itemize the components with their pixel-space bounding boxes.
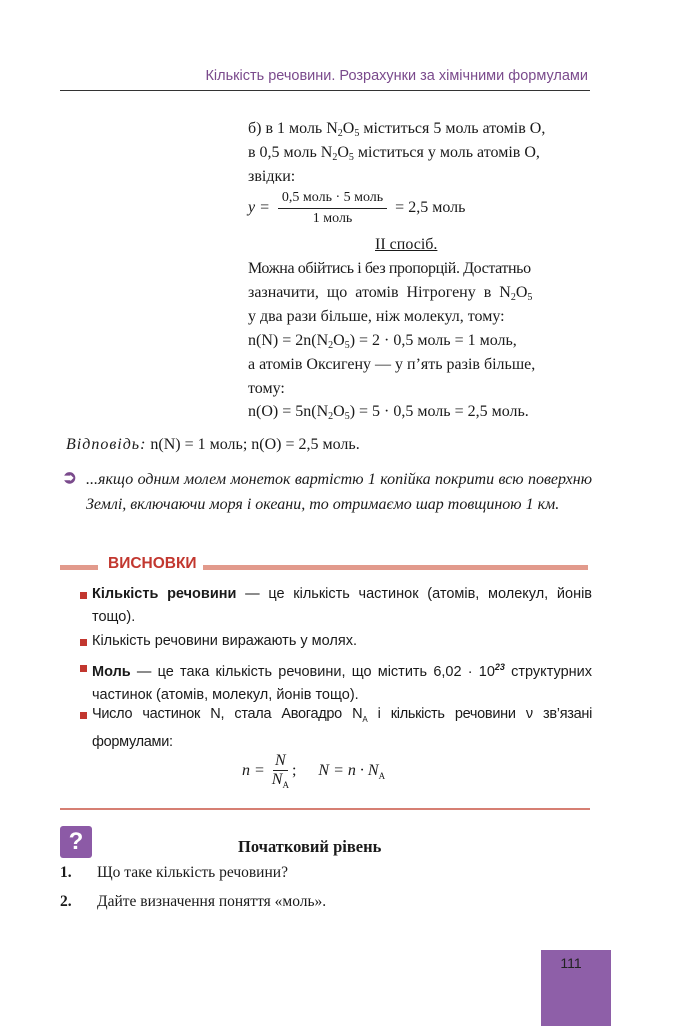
question-mark-icon: ? [60,826,92,858]
solution-line-1: б) в 1 моль $N_2O_5$ міститься 5 моль атомів O, [248,120,546,139]
method-2-line-7: $n(O) = 5n(N_2O_5) = 5 \cdot 0,5$ моль = 2,5 моль. [248,403,529,422]
conclusions-bar-right [202,565,588,570]
method-2-heading: II спосіб. [375,236,438,253]
running-header: Кількість речовини. Розрахунки за хімічними формулами [205,68,588,84]
section-divider [60,808,590,810]
answer: Відповідь: n(N) = 1 моль; n(O) = 2,5 моль. [66,436,360,453]
bullet-marker [80,592,87,599]
bullet-marker [80,712,87,719]
question-text: Що таке кількість речовини? [97,864,288,881]
question-number: 1. [60,864,72,881]
question-text: Дайте визначення поняття «моль». [97,893,327,910]
method-2-line-3: у два рази більше, ніж молекул, тому: [248,308,505,325]
conclusion-item-1: Кількість речовини — це кількість частинок (атомів, молекул, йонів тощо). [92,586,593,625]
solution-line-3: звідки: [248,168,296,185]
solution-line-2: в 0,5 моль $N_2O_5$ міститься y моль атомів O, [248,144,540,163]
method-2-line-2: зазначити, що атомів Нітрогену в $N_2O_5$ [248,284,533,303]
page-number: 111 [560,955,582,971]
method-2-line-1: Можна обійтись і без пропорцій. Достатньо [248,260,531,277]
conclusion-item-3: Моль — це така кількість речовини, що містить $6,02 \cdot 10^{23}$ структурних частинок (атомів, молекул, йонів тощо). [92,662,593,703]
conclusion-item-2: Кількість речовини виражають у молях. [92,633,357,649]
avogadro-formula: n = $\frac{N}{N_A}$ ; $N = n \cdot N_A$ [242,752,386,791]
bullet-marker [80,639,87,646]
header-divider [60,90,590,91]
bullet-marker [80,665,87,672]
fun-fact: ...якщо одним молем монеток вартістю 1 копійка покрити всю поверхню Землі, включаючи моря і океани, то отримаємо шар товщиною 1 км. [86,471,592,513]
y-equation: y = $\frac{\text{0,5 моль · 5 моль}}{\text{1 моль}}$ = 2,5 моль [248,190,466,226]
arrow-right-icon: ➲ [62,467,78,487]
conclusions-title: ВИСНОВКИ [102,555,203,573]
conclusions-bar-left [60,565,98,570]
method-2-line-4: $n(N) = 2n(N_2O_5) = 2 \cdot 0,5$ моль = 1 моль, [248,332,517,351]
question-number: 2. [60,893,72,910]
method-2-line-5: а атомів Оксигену — у п’ять разів більше, [248,356,536,373]
level-title: Початковий рівень [238,837,382,856]
conclusion-item-4: Число частинок N, стала Авогадро $N_A$ і кількість речовини ν зв’язані формулами: [92,706,592,750]
method-2-line-6: тому: [248,380,285,397]
